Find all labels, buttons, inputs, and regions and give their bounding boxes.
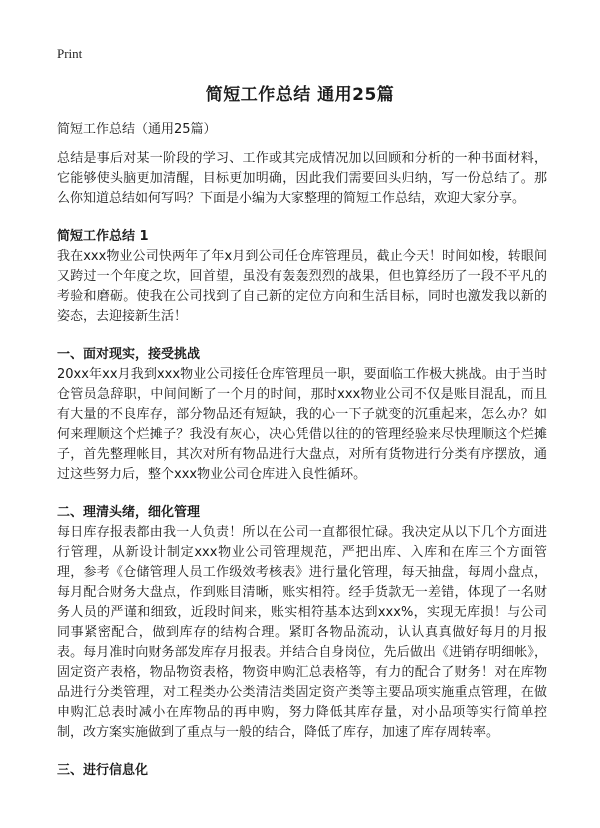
subheading-informatization: 三、进行信息化 (57, 763, 149, 778)
paragraph-clarify-management: 每日库存报表都由我一人负责！所以在公司一直都很忙碌。我决定从以下几个方面进行管理，从新设计制定xxx物业公司管理规范，严把出库、入库和在库三个方面管理，参考《仓储管理人员工作级效考核表》进行量化管理，每天抽盘，每周小盘点，每月配合财务大盘点，作到账目清晰，账实相符。经手货款无一差错，体现了一名财务人员的严谨和细致，近段时间来，账实相符基本达到xxx%，实现无库损！与公司同事紧密配合，做到库存的结构合理。紧盯各物品流动，认认真真做好每月的月报表。每月准时向财务部发库存月报表。并结合自身岗位，先后做出《进销存明细帐》，固定资产表格，物品物资表格，物资申购汇总表格等，有力的配合了财务！对在库物品进行分类管理，对工程类办公类清洁类固定资产类等主要品项实施重点管理，在做申购汇总表时减小在库物品的再申购，努力降低其库存量，对小品项等实行简单控制，改方案实施做到了重点与一般的结合，降低了库存，加速了库存周转率。 (57, 525, 547, 740)
subheading-face-reality: 一、面对现实，接受挑战 (57, 347, 201, 362)
section-1-heading: 简短工作总结 1 (57, 229, 149, 244)
intro-paragraph: 总结是事后对某一阶段的学习、工作或其完成情况加以回顾和分析的一种书面材料，它能够使头脑更加清醒，目标更加明确，因此我们需要回头归纳，写一份总结了。那么你知道总结如何写吗？下面是小编为大家整理的简短工作总结，欢迎大家分享。 (57, 151, 547, 206)
paragraph-face-reality: 20xx年xx月我到xxx物业公司接任仓库管理员一职，要面临工作极大挑战。由于当时仓管员急辞职，中间间断了一个月的时间，那时xxx物业公司不仅是账目混乱，而且有大量的不良库存，部分物品还有短缺，我的心一下子就变的沉重起来，怎么办？如何来理顺这个烂摊子？我没有灰心，决心凭借以往的的管理经验来尽快理顺这个烂摊子，首先整理帐目，其次对所有物品进行大盘点，对所有货物进行分类有序摆放，通过这些努力后，整个xxx物业公司仓库进入良性循环。 (57, 367, 547, 482)
document-body (57, 120, 547, 781)
document-subtitle: 简短工作总结（通用25篇） (57, 122, 217, 137)
print-link[interactable]: Print (57, 46, 83, 61)
page-title: 简短工作总结 通用25篇 (205, 85, 395, 105)
section-1-paragraph: 我在xxx物业公司快两年了年x月到公司任仓库管理员，截止今天！时间如梭，转眼间又跨过一个年度之坎，回首望，虽没有轰轰烈烈的战果，但也算经历了一段不平凡的考验和磨砺。使我在公司找到了自己新的定位方向和生活目标，同时也激发我以新的姿态，去迎接新生活！ (57, 249, 547, 324)
subheading-clarify-management: 二、理清头绪，细化管理 (57, 505, 201, 520)
